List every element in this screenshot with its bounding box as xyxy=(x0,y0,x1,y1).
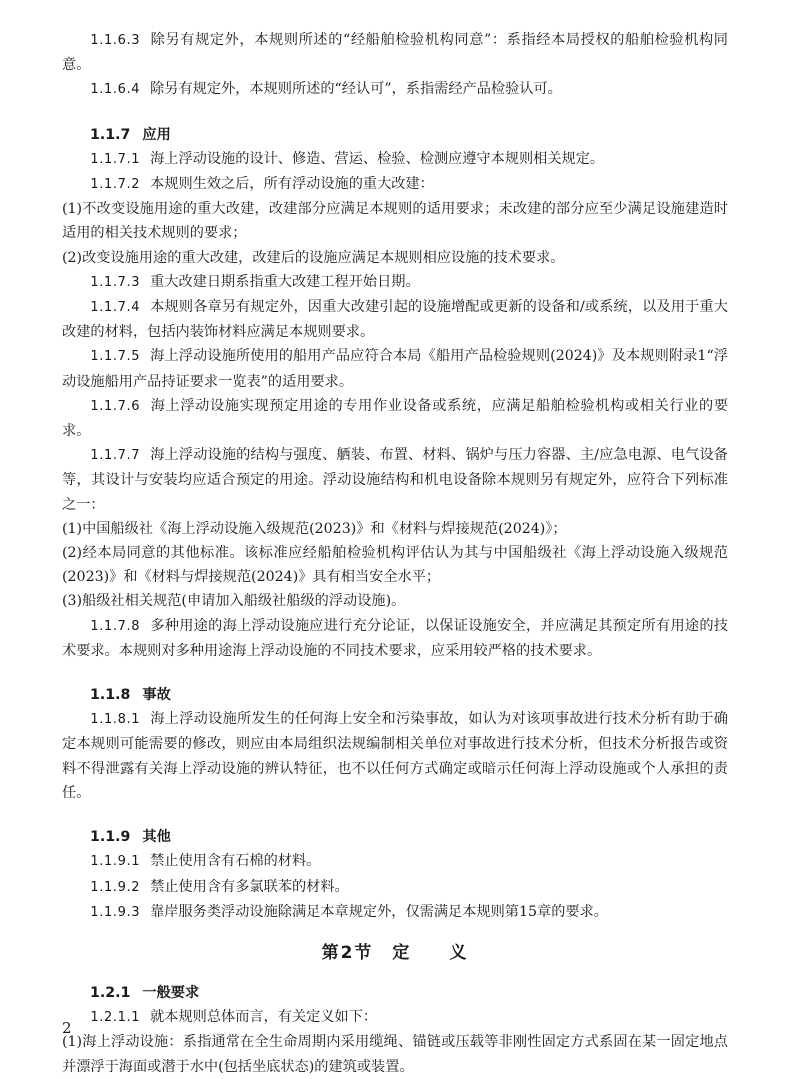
clause-1-1-6-4 xyxy=(62,77,728,102)
heading-1-1-7: 1.1.7 应用 xyxy=(90,126,171,143)
list-item: (2)改变设施用途的重大改建，改建后的设施应满足本规则相应设施的技术要求。 xyxy=(62,249,565,266)
list-item: (1)中国船级社《海上浮动设施入级规范(2023)》和《材料与焊接规范(2024)》； xyxy=(62,520,567,537)
document-page xyxy=(62,28,728,1079)
clause-1-1-7-7: 1.1.7.7 海上浮动设施的结构与强度、舾装、布置、材料、锅炉与压力容器、主/应急电源、电气设备等，其设计与安装均应适合预定的用途。浮动设施结构和机电设备除本规则另有规定外，应符合下列标准之一： xyxy=(62,447,728,513)
heading-1-1-8: 1.1.8 事故 xyxy=(90,687,171,704)
clause-text: 除另有规定外，本规则所述的“经船舶检验机构同意”：系指经本局授权的船舶检验机构同意。 xyxy=(62,32,728,74)
list-item: (1)海上浮动设施：系指通常在全生命周期内采用缆绳、锚链或压载等非刚性固定方式系固在某一固定地点并漂浮于海面或潜于水中(包括坐底状态)的建筑或装置。 xyxy=(62,1034,728,1075)
list-item: (1)不改变设施用途的重大改建，改建部分应满足本规则的适用要求；未改建的部分应至少满足设施建造时适用的相关技术规则的要求； xyxy=(62,201,728,242)
clause-number: 1.1.6.3 xyxy=(90,33,141,48)
clause-1-1-8-1: 1.1.8.1 海上浮动设施所发生的任何海上安全和污染事故，如认为对该项事故进行技术分析有助于确定本规则可能需要的修改，则应由本局组织法规编制相关单位对事故进行技术分析，但技术分析报告或资料不得泄露有关海上浮动设施的辨认特征，也不以任何方式确定或暗示任何海上浮动设施或个人承担的责任。 xyxy=(62,711,728,801)
section-title: 第2节 定 义 xyxy=(321,942,469,963)
clause-1-1-7-3: 1.1.7.3 重大改建日期系指重大改建工程开始日期。 xyxy=(90,273,420,290)
clause-1-2-1-1: 1.2.1.1 就本规则总体而言，有关定义如下： xyxy=(90,1009,378,1026)
clause-1-1-7-5: 1.1.7.5 海上浮动设施所使用的船用产品应符合本局《船用产品检验规则(2024)》及本规则附录1“浮动设施船用产品持证要求一览表”的适用要求。 xyxy=(62,348,728,390)
clause-1-1-6-3 xyxy=(62,28,728,77)
clause-1-1-9-3: 1.1.9.3 靠岸服务类浮动设施除满足本章规定外，仅需满足本规则第15章的要求。 xyxy=(90,903,608,920)
heading-1-2-1: 1.2.1 一般要求 xyxy=(90,984,200,1001)
clause-number: 1.1.6.4 xyxy=(90,82,141,98)
clause-1-1-7-4: 1.1.7.4 本规则各章另有规定外，因重大改建引起的设施增配或更新的设备和/或系统，以及用于重大改建的材料，包括内装饰材料应满足本规则要求。 xyxy=(62,299,728,341)
heading-1-1-9: 1.1.9 其他 xyxy=(90,829,171,846)
list-item: (2)经本局同意的其他标准。该标准应经船舶检验机构评估认为其与中国船级社《海上浮动设施入级规范(2023)》和《材料与焊接规范(2024)》具有相当安全水平； xyxy=(62,545,728,586)
list-item: (3)船级社相关规范(申请加入船级社船级的浮动设施)。 xyxy=(62,593,406,610)
clause-1-1-9-1: 1.1.9.1 禁止使用含有石棉的材料。 xyxy=(90,853,321,870)
clause-1-1-7-2: 1.1.7.2 本规则生效之后，所有浮动设施的重大改建： xyxy=(90,176,434,193)
clause-1-1-9-2: 1.1.9.2 禁止使用含有多氯联苯的材料。 xyxy=(90,878,349,895)
clause-1-1-7-1: 1.1.7.1 海上浮动设施的设计、修造、营运、检验、检测应遵守本规则相关规定。 xyxy=(90,150,605,167)
clause-text: 除另有规定外，本规则所述的“经认可”，系指需经产品检验认可。 xyxy=(150,81,562,98)
page-number: 2 xyxy=(62,1019,72,1037)
clause-1-1-7-6: 1.1.7.6 海上浮动设施实现预定用途的专用作业设备或系统，应满足船舶检验机构或相关行业的要求。 xyxy=(62,397,728,440)
clause-1-1-7-8: 1.1.7.8 多种用途的海上浮动设施应进行充分论证，以保证设施安全，并应满足其预定所有用途的技术要求。本规则对多种用途海上浮动设施的不同技术要求，应采用较严格的技术要求。 xyxy=(62,617,728,659)
